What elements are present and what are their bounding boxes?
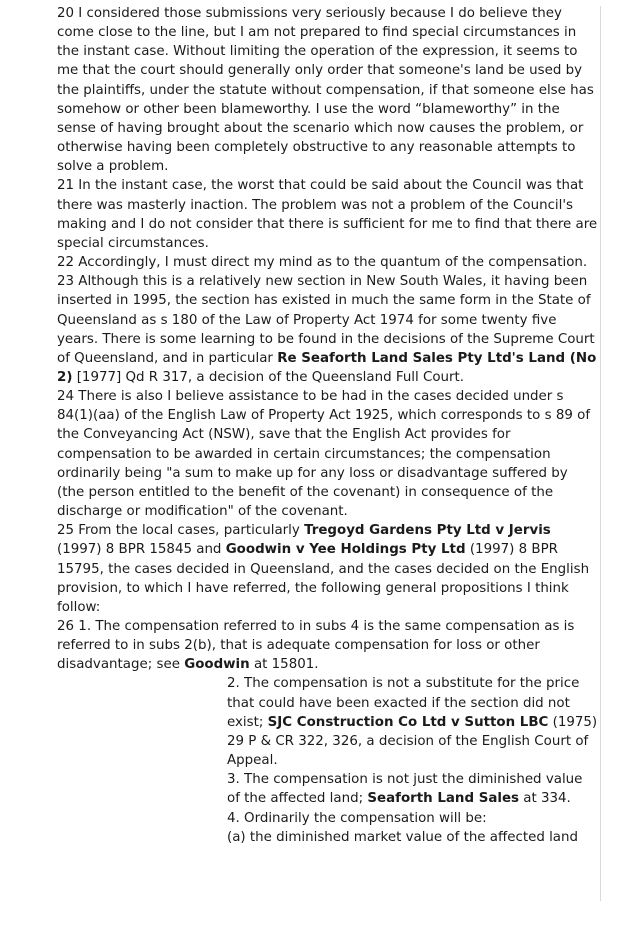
paragraph-text: (1997) 8 BPR 15845 and bbox=[57, 542, 226, 558]
paragraph-text: 25 From the local cases, particularly bbox=[57, 523, 305, 539]
case-citation: Goodwin v Yee Holdings Pty Ltd bbox=[225, 542, 466, 558]
case-citation: Seaforth Land Sales bbox=[367, 791, 520, 807]
paragraph-text: 24 There is also I believe assistance to be had in the cases decided under s 84(1)(aa) of the English Law of Property Act 1925, which corresponds to s 89 of the Conveyancing Act (NSW), save that the English Act provides for compensation to be awarded in certain circumstances; the compensation ordinarily being "a sum to make up for any loss or disadvantage suffered by (the person entitled to the benefit of the covenant) in consequence of the discharge or modification" of the covenant. bbox=[57, 389, 591, 520]
paragraph-text: 21 In the instant case, the worst that could be said about the Council was that there was masterly inaction. The problem was not a problem of the Council's making and I do not consider that there is sufficient for me to find that there are special circumstances. bbox=[57, 178, 598, 251]
paragraph-p26-2 bbox=[227, 674, 599, 770]
judgment-text bbox=[57, 4, 599, 847]
paragraph-text: 2. The compensation is not a substitute for the price that could have been exacted if the section did not exist; bbox=[227, 676, 580, 730]
case-citation: Re Seaforth Land Sales Pty Ltd's Land (No 2) bbox=[57, 350, 597, 385]
paragraph-p23 bbox=[57, 272, 599, 387]
case-citation: Tregoyd Gardens Pty Ltd v Jervis bbox=[304, 523, 551, 539]
paragraph-p25 bbox=[57, 521, 599, 617]
paragraph-text: (1975) 29 P & CR 322, 326, a decision of the English Court of Appeal. bbox=[227, 714, 598, 769]
paragraph-text: 3. The compensation is not just the diminished value of the affected land; bbox=[227, 772, 583, 807]
paragraph-p21 bbox=[57, 176, 599, 253]
paragraph-p26-4 bbox=[227, 809, 599, 828]
paragraph-text: (1997) 8 BPR 15795, the cases decided in Queensland, and the cases decided on the English provision, to which I have referred, the following general propositions I think follow: bbox=[57, 542, 590, 615]
paragraph-text: [1977] Qd R 317, a decision of the Queensland Full Court. bbox=[72, 369, 465, 385]
paragraph-text: 22 Accordingly, I must direct my mind as to the quantum of the compensation. bbox=[57, 255, 588, 271]
paragraph-p26-3 bbox=[227, 770, 599, 808]
paragraph-text: 4. Ordinarily the compensation will be: bbox=[227, 810, 487, 826]
paragraph-text: 26 1. The compensation referred to in subs 4 is the same compensation as is referred to in subs 2(b), that is adequate compensation for loss or other disadvantage; see bbox=[57, 619, 575, 673]
paragraph-p20 bbox=[57, 4, 599, 176]
paragraph-text: (a) the diminished market value of the affected land bbox=[227, 829, 578, 845]
paragraph-p24 bbox=[57, 387, 599, 521]
paragraph-text: 23 Although this is a relatively new section in New South Wales, it having been inserted in 1995, the section has existed in much the same form in the State of Queensland as s 180 of the Law of Property Act 1974 for some twenty five years. There is some learning to be found in the decisions of the Supreme Court of Queensland, and in particular bbox=[57, 274, 595, 366]
paragraph-text: at 334. bbox=[519, 791, 571, 807]
paragraph-text: at 15801. bbox=[249, 657, 319, 673]
paragraph-p26 bbox=[57, 617, 599, 674]
case-citation: Goodwin bbox=[184, 657, 250, 673]
paragraph-p22 bbox=[57, 253, 599, 272]
paragraph-p26-4a bbox=[227, 828, 599, 847]
case-citation: SJC Construction Co Ltd v Sutton LBC bbox=[267, 714, 549, 730]
scrollbar-track[interactable] bbox=[600, 6, 601, 901]
paragraph-text: 20 I considered those submissions very seriously because I do believe they come close to the line, but I am not prepared to find special circumstances in the instant case. Without limiting the operation of the expression, it seems to me that the court should generally only order that someone's land be used by the plaintiffs, under the statute without compensation, if that someone else has somehow or other been blameworthy. I use the word “blameworthy” in the sense of having brought about the scenario which now causes the problem, or otherwise having been completely obstructive to any reasonable attempts to solve a problem. bbox=[57, 6, 594, 175]
